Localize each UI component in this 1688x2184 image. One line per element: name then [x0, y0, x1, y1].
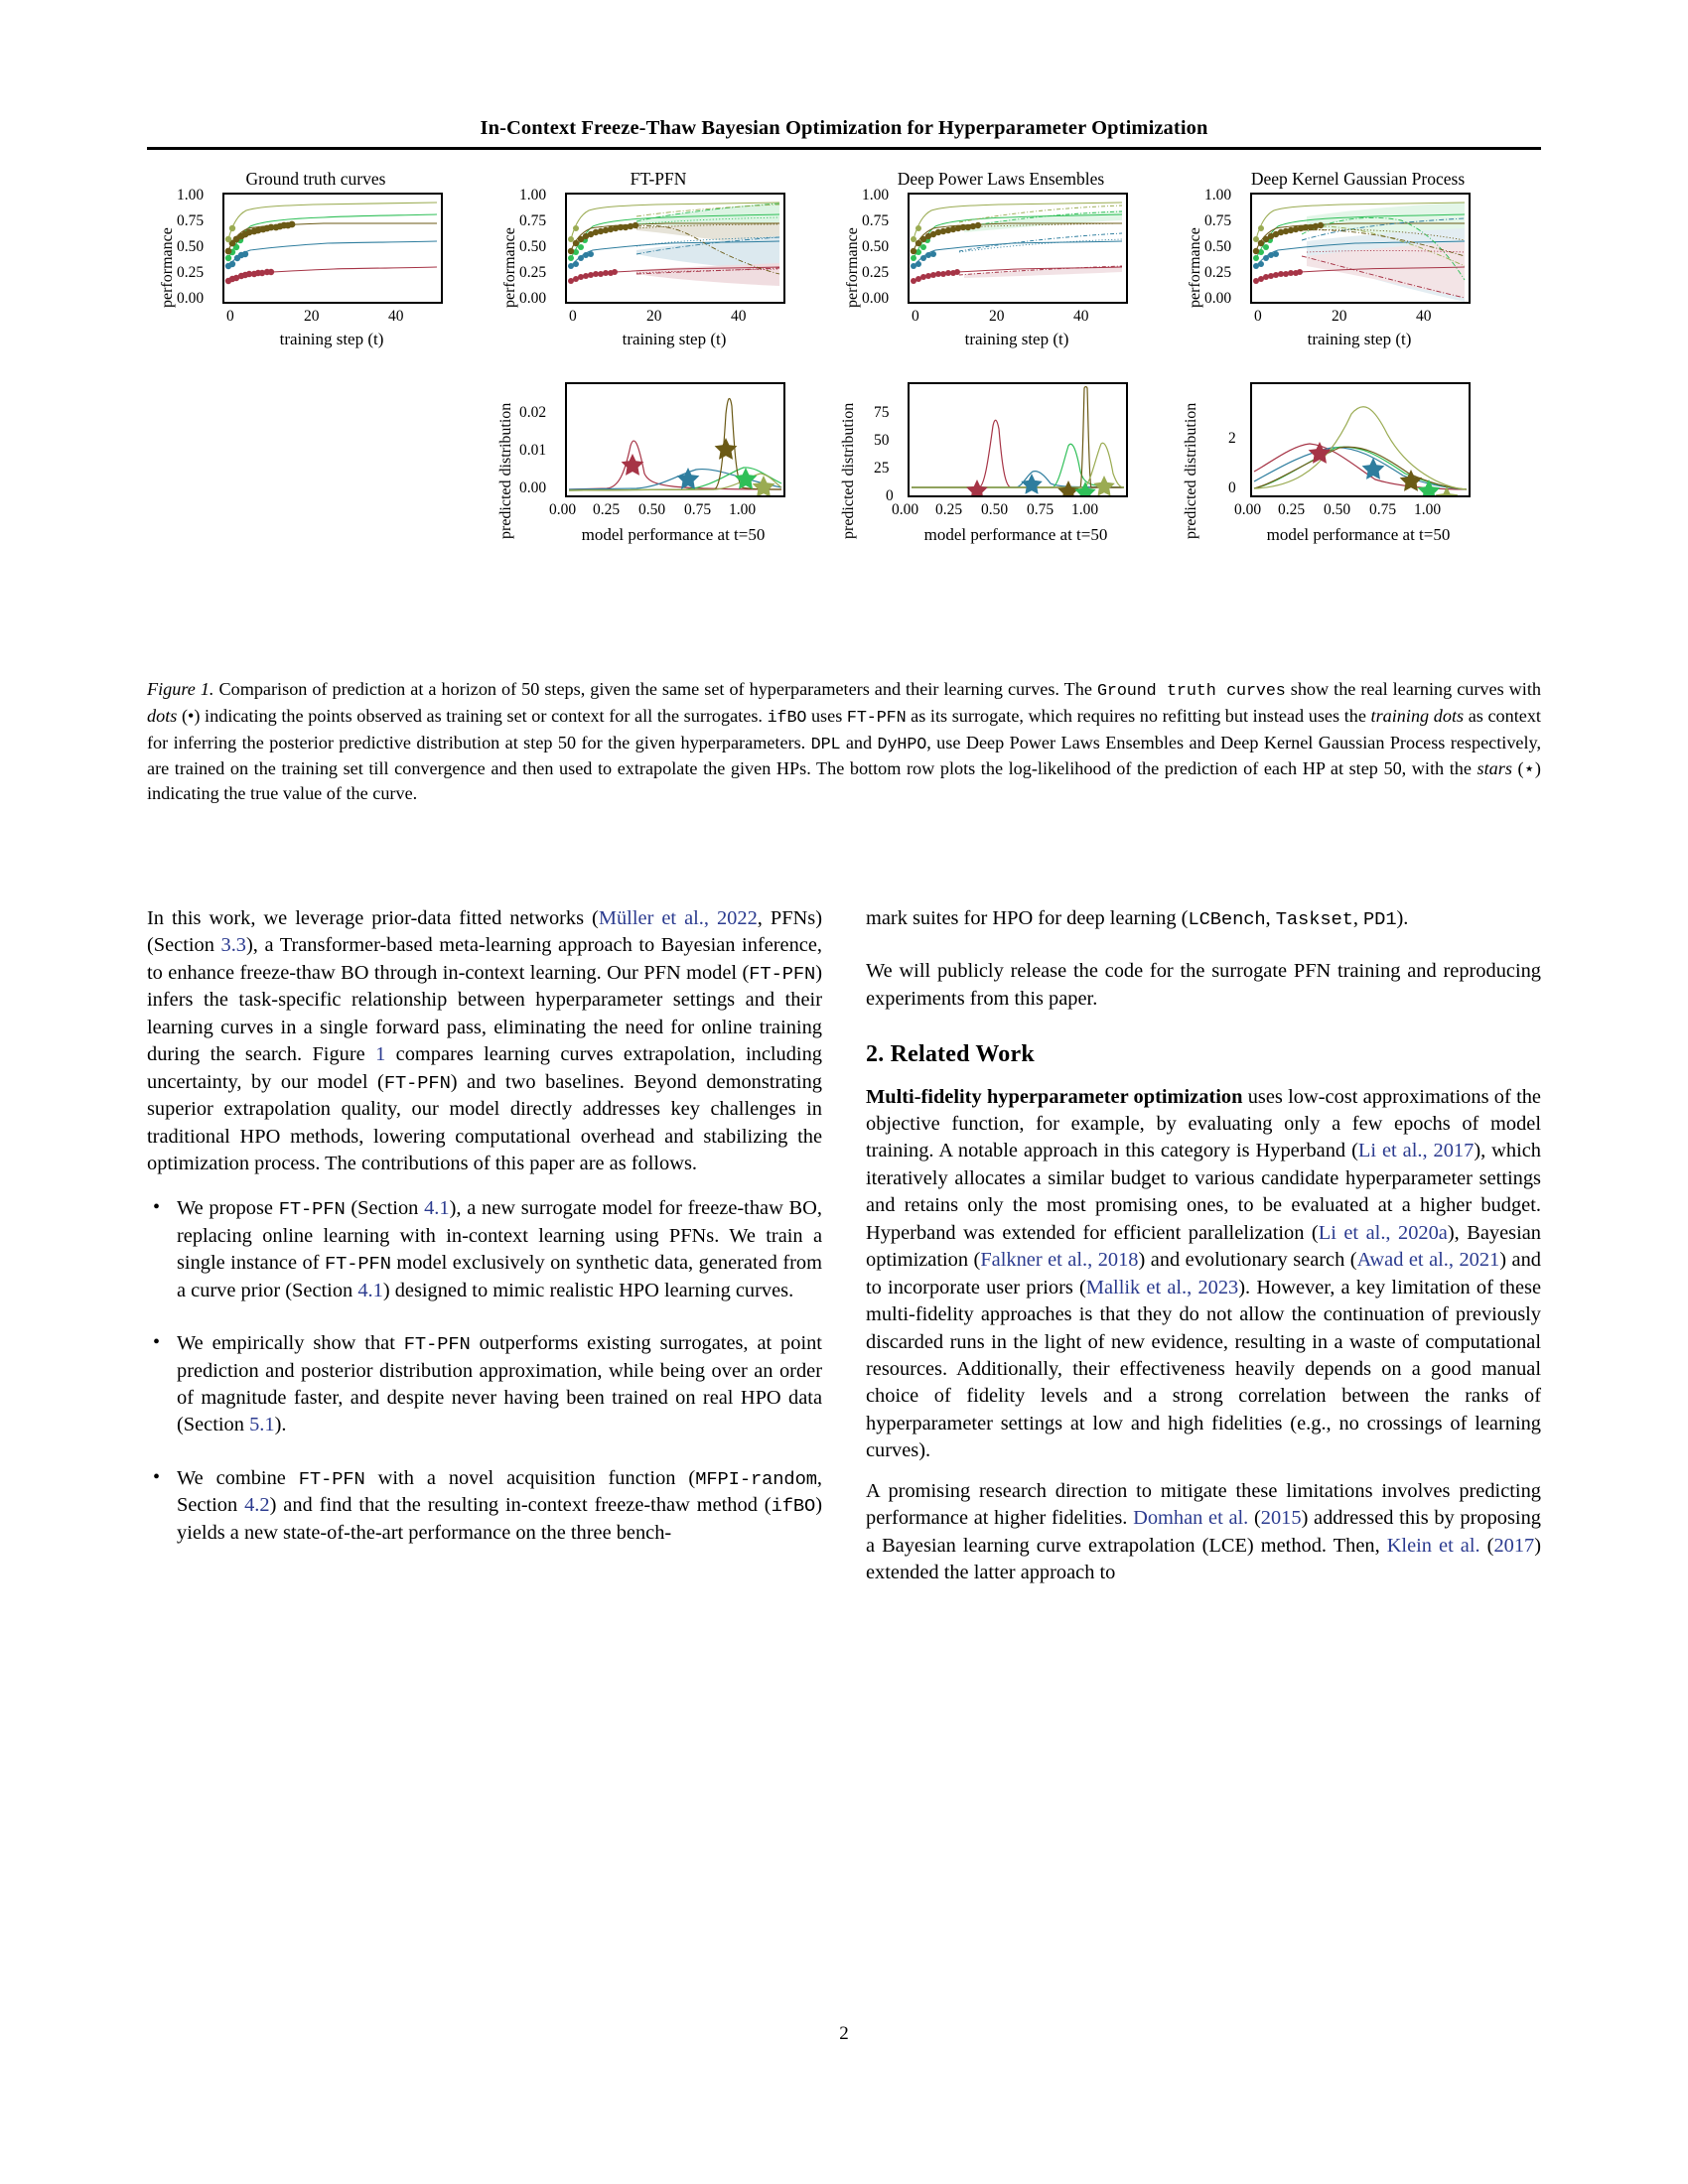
panel-ft-pfn	[490, 169, 827, 347]
panel-dist-dpl	[832, 362, 1170, 551]
x-tick: 40	[1073, 308, 1089, 325]
y-tick: 75	[874, 404, 890, 421]
y-axis-label: predicted distribution	[1183, 402, 1199, 539]
citation-muller-2022[interactable]: Müller et al., 2022	[598, 907, 758, 929]
citation-mallik-2023[interactable]: Mallik et al., 2023	[1085, 1276, 1239, 1298]
x-tick: 20	[646, 308, 662, 325]
y-tick: 0.01	[519, 442, 547, 459]
y-tick: 25	[874, 460, 890, 477]
section-heading-related-work: 2. Related Work	[866, 1041, 1035, 1068]
y-tick: 0.75	[519, 212, 547, 229]
code-mfpi-random: MFPI-random	[695, 1467, 817, 1490]
plot-area	[222, 193, 443, 304]
panel-title: FT-PFN	[630, 169, 687, 189]
x-axis-label: training step (t)	[279, 330, 384, 348]
link-section-5-1[interactable]: 5.1	[249, 1414, 275, 1436]
runin-heading: Multi-fidelity hyperparameter optimization	[866, 1085, 1243, 1108]
page-number: 2	[839, 2023, 849, 2044]
figure-1	[147, 169, 1541, 665]
y-tick: 0.75	[862, 212, 890, 229]
y-tick: 0.00	[177, 290, 205, 307]
y-tick: 0.25	[1204, 264, 1232, 281]
y-tick: 1.00	[1204, 187, 1232, 204]
x-tick: 1.00	[1071, 501, 1099, 518]
x-tick: 0	[1254, 308, 1262, 325]
paragraph-lce: A promising research direction to mitigate these limitations involves predicting performance at higher fidelities. Domhan et al. (2015) addressed this by proposing a Bayesian learning curve extrapolation (LCE) method. Then, Klein et al. (2017) extended the latter approach to	[866, 1479, 1542, 1584]
citation-domhan[interactable]: Domhan et al.	[1133, 1507, 1249, 1530]
paragraph-benchmarks-cont: mark suites for HPO for deep learning (LCBench, Taskset, PD1).	[866, 907, 1409, 930]
plot-area	[565, 193, 785, 304]
x-tick: 0.25	[935, 501, 963, 518]
body-column-left	[147, 905, 822, 1572]
list-item: • We combine FT-PFN with a novel acquisition function (MFPI-random, Section 4.2) and find that the resulting in-context freeze-thaw method (ifBO) yields a new state-of-the-art performance on the three bench-	[147, 1465, 822, 1547]
citation-awad-2021[interactable]: Awad et al., 2021	[1356, 1249, 1500, 1272]
panel-title: Ground truth curves	[245, 169, 386, 189]
x-tick: 0	[569, 308, 577, 325]
x-tick: 0.25	[1278, 501, 1306, 518]
y-tick: 0.00	[519, 290, 547, 307]
x-tick: 0.00	[892, 501, 919, 518]
x-tick: 40	[1416, 308, 1432, 325]
code-lcbench: LCBench	[1188, 908, 1266, 930]
y-tick: 0.25	[519, 264, 547, 281]
list-item: • We empirically show that FT-PFN outperforms existing surrogates, at point prediction and posterior distribution approximation, while being over an order of magnitude faster, and despite never having been trained on real HPO data (Section 5.1).	[147, 1330, 822, 1439]
x-tick: 20	[1332, 308, 1347, 325]
y-tick: 0.50	[862, 238, 890, 255]
x-axis-label: model performance at t=50	[581, 525, 766, 544]
y-tick: 1.00	[862, 187, 890, 204]
link-section-4-1[interactable]: 4.1	[424, 1197, 450, 1220]
citation-klein-2017[interactable]: 2017	[1493, 1534, 1535, 1557]
y-tick: 0	[886, 487, 894, 504]
y-tick: 0.02	[519, 404, 547, 421]
y-tick: 0.25	[177, 264, 205, 281]
y-axis-label: performance	[844, 227, 861, 308]
y-tick: 0.50	[519, 238, 547, 255]
figure-caption: Figure 1. Comparison of prediction at a horizon of 50 steps, given the same set of hyperparameters and their learning curves. The Ground truth curves show the real learning curves with dots (•) indicating the points observed as training set or context for all the surrogates. ifBO uses FT-PFN as its surrogate, which requires no refitting but instead uses the training dots as context for inferring the posterior predictive distribution at step 50 for the given hyperparameters. DPL and DyHPO, use Deep Power Laws Ensembles and Deep Kernel Gaussian Process respectively, are trained on the training set till convergence and then used to extrapolate the given HPs. The bottom row plots the log-likelihood of the prediction of each HP at step 50, with the stars (⋆) indicating the true value of the curve.	[147, 679, 1542, 804]
contributions-list	[147, 1195, 822, 1547]
code-ft-pfn: FT-PFN	[324, 1253, 391, 1276]
panel-title: Deep Power Laws Ensembles	[897, 169, 1105, 189]
citation-li-2020a[interactable]: Li et al., 2020a	[1318, 1221, 1448, 1244]
x-tick: 0.50	[1324, 501, 1351, 518]
link-figure-1[interactable]: 1	[375, 1043, 386, 1066]
caption-label: Figure 1.	[147, 679, 214, 699]
y-tick: 0.50	[1204, 238, 1232, 255]
link-section-3-3[interactable]: 3.3	[220, 934, 247, 957]
x-axis-label: training step (t)	[622, 330, 727, 348]
y-tick: 0	[1228, 479, 1236, 496]
y-axis-label: performance	[501, 227, 518, 308]
x-axis-label: training step (t)	[964, 330, 1069, 348]
y-tick: 1.00	[519, 187, 547, 204]
x-tick: 40	[731, 308, 747, 325]
link-section-4-1[interactable]: 4.1	[357, 1279, 383, 1301]
paragraph-intro: In this work, we leverage prior-data fitted networks (Müller et al., 2022, PFNs) (Section 3.3), a Transformer-based meta-learning approach to Bayesian inference, to enhance freeze-thaw BO through in-context learning. Our PFN model (FT-PFN) infers the task-specific relationship between hyperparameter settings and their learning curves in a single forward pass, eliminating the need for online training during the search. Figure 1 compares learning curves extrapolation, including uncertainty, by our model (FT-PFN) and two baselines. Beyond demonstrating superior extrapolation quality, our model directly addresses key challenges in traditional HPO methods, lowering computational overhead and stabilizing the optimization process. The contributions of this paper are as follows.	[147, 907, 823, 1174]
citation-klein[interactable]: Klein et al.	[1386, 1534, 1480, 1557]
x-tick: 1.00	[729, 501, 757, 518]
code-ft-pfn: FT-PFN	[278, 1198, 346, 1221]
x-axis-label: model performance at t=50	[1266, 525, 1451, 544]
code-dyhpo: DyHPO	[877, 735, 927, 754]
x-tick: 40	[388, 308, 404, 325]
x-tick: 20	[304, 308, 320, 325]
y-tick: 50	[874, 432, 890, 449]
panel-ground-truth	[147, 169, 485, 347]
code-ifbo: ifBO	[767, 708, 807, 728]
citation-domhan-2015[interactable]: 2015	[1260, 1507, 1302, 1530]
code-dpl: DPL	[810, 735, 841, 754]
x-tick: 0.75	[1369, 501, 1397, 518]
x-tick: 0.00	[549, 501, 577, 518]
code-ft-pfn: FT-PFN	[846, 708, 907, 728]
citation-li-2017[interactable]: Li et al., 2017	[1357, 1140, 1475, 1162]
x-tick: 0.50	[638, 501, 666, 518]
y-axis-label: performance	[1187, 227, 1203, 308]
link-section-4-2[interactable]: 4.2	[244, 1494, 270, 1517]
plot-area	[908, 382, 1128, 497]
code-pd1: PD1	[1363, 908, 1397, 930]
code-ft-pfn: FT-PFN	[403, 1333, 471, 1356]
plot-area	[1250, 382, 1471, 497]
x-tick: 0.50	[981, 501, 1009, 518]
y-tick: 0.25	[862, 264, 890, 281]
x-axis-label: training step (t)	[1307, 330, 1412, 348]
panel-deep-power-laws	[832, 169, 1170, 347]
y-tick: 0.75	[1204, 212, 1232, 229]
header-rule	[147, 147, 1541, 150]
x-tick: 0.75	[1027, 501, 1055, 518]
plot-area	[565, 382, 785, 497]
code-taskset: Taskset	[1275, 908, 1353, 930]
x-tick: 20	[989, 308, 1005, 325]
panel-deep-kernel-gp	[1175, 169, 1541, 347]
y-axis-label: predicted distribution	[840, 402, 857, 539]
x-tick: 1.00	[1414, 501, 1442, 518]
x-axis-label: model performance at t=50	[923, 525, 1108, 544]
panel-dist-dkgp	[1175, 362, 1541, 551]
y-tick: 0.00	[519, 479, 547, 496]
y-tick: 2	[1228, 430, 1236, 447]
y-axis-label: predicted distribution	[497, 402, 514, 539]
code-ground-truth-curves: Ground truth curves	[1096, 682, 1286, 701]
y-tick: 0.00	[862, 290, 890, 307]
body-column-right	[866, 905, 1541, 1599]
code-ft-pfn: FT-PFN	[383, 1071, 451, 1094]
x-tick: 0	[912, 308, 919, 325]
x-tick: 0	[226, 308, 234, 325]
citation-falkner-2018[interactable]: Falkner et al., 2018	[980, 1249, 1139, 1272]
y-tick: 0.75	[177, 212, 205, 229]
y-tick: 1.00	[177, 187, 205, 204]
code-ft-pfn: FT-PFN	[298, 1467, 365, 1490]
code-ft-pfn: FT-PFN	[749, 962, 816, 985]
plot-area	[1250, 193, 1471, 304]
code-ifbo: ifBO	[771, 1495, 816, 1518]
x-tick: 0.75	[684, 501, 712, 518]
x-tick: 0.25	[593, 501, 621, 518]
panel-dist-ft-pfn	[490, 362, 827, 551]
y-axis-label: performance	[159, 227, 176, 308]
list-item: • We propose FT-PFN (Section 4.1), a new surrogate model for freeze-thaw BO, replacing online learning with in-context learning using PFNs. We train a single instance of FT-PFN model exclusively on synthetic data, generated from a curve prior (Section 4.1) designed to mimic realistic HPO learning curves.	[147, 1195, 822, 1304]
running-head: In-Context Freeze-Thaw Bayesian Optimization for Hyperparameter Optimization	[480, 117, 1208, 139]
plot-area	[908, 193, 1128, 304]
paragraph-multifidelity: Multi-fidelity hyperparameter optimization uses low-cost approximations of the objective function, for example, by evaluating only a few epochs of model training. A notable approach in this category is Hyperband (Li et al., 2017), which iteratively allocates a similar budget to various candidate hyperparameter settings and retains only the most promising ones, to be evaluated at a higher budget. Hyperband was extended for efficient parallelization (Li et al., 2020a), Bayesian optimization (Falkner et al., 2018) and evolutionary search (Awad et al., 2021) and to incorporate user priors (Mallik et al., 2023). However, a key limitation of these multi-fidelity approaches is that they do not allow the continuation of previously discarded runs in the light of new evidence, resulting in a waste of computational resources. Additionally, their effectiveness heavily depends on a good manual choice of fidelity levels and a strong correlation between the ranks of hyperparameter settings at low and high fidelities (e.g., no crossings of learning curves).	[866, 1085, 1542, 1462]
panel-title: Deep Kernel Gaussian Process	[1250, 169, 1466, 189]
paragraph-code-release: We will publicly release the code for the surrogate PFN training and reproducing experiments from this paper.	[866, 960, 1541, 1010]
y-tick: 0.50	[177, 238, 205, 255]
x-tick: 0.00	[1234, 501, 1262, 518]
y-tick: 0.00	[1204, 290, 1232, 307]
